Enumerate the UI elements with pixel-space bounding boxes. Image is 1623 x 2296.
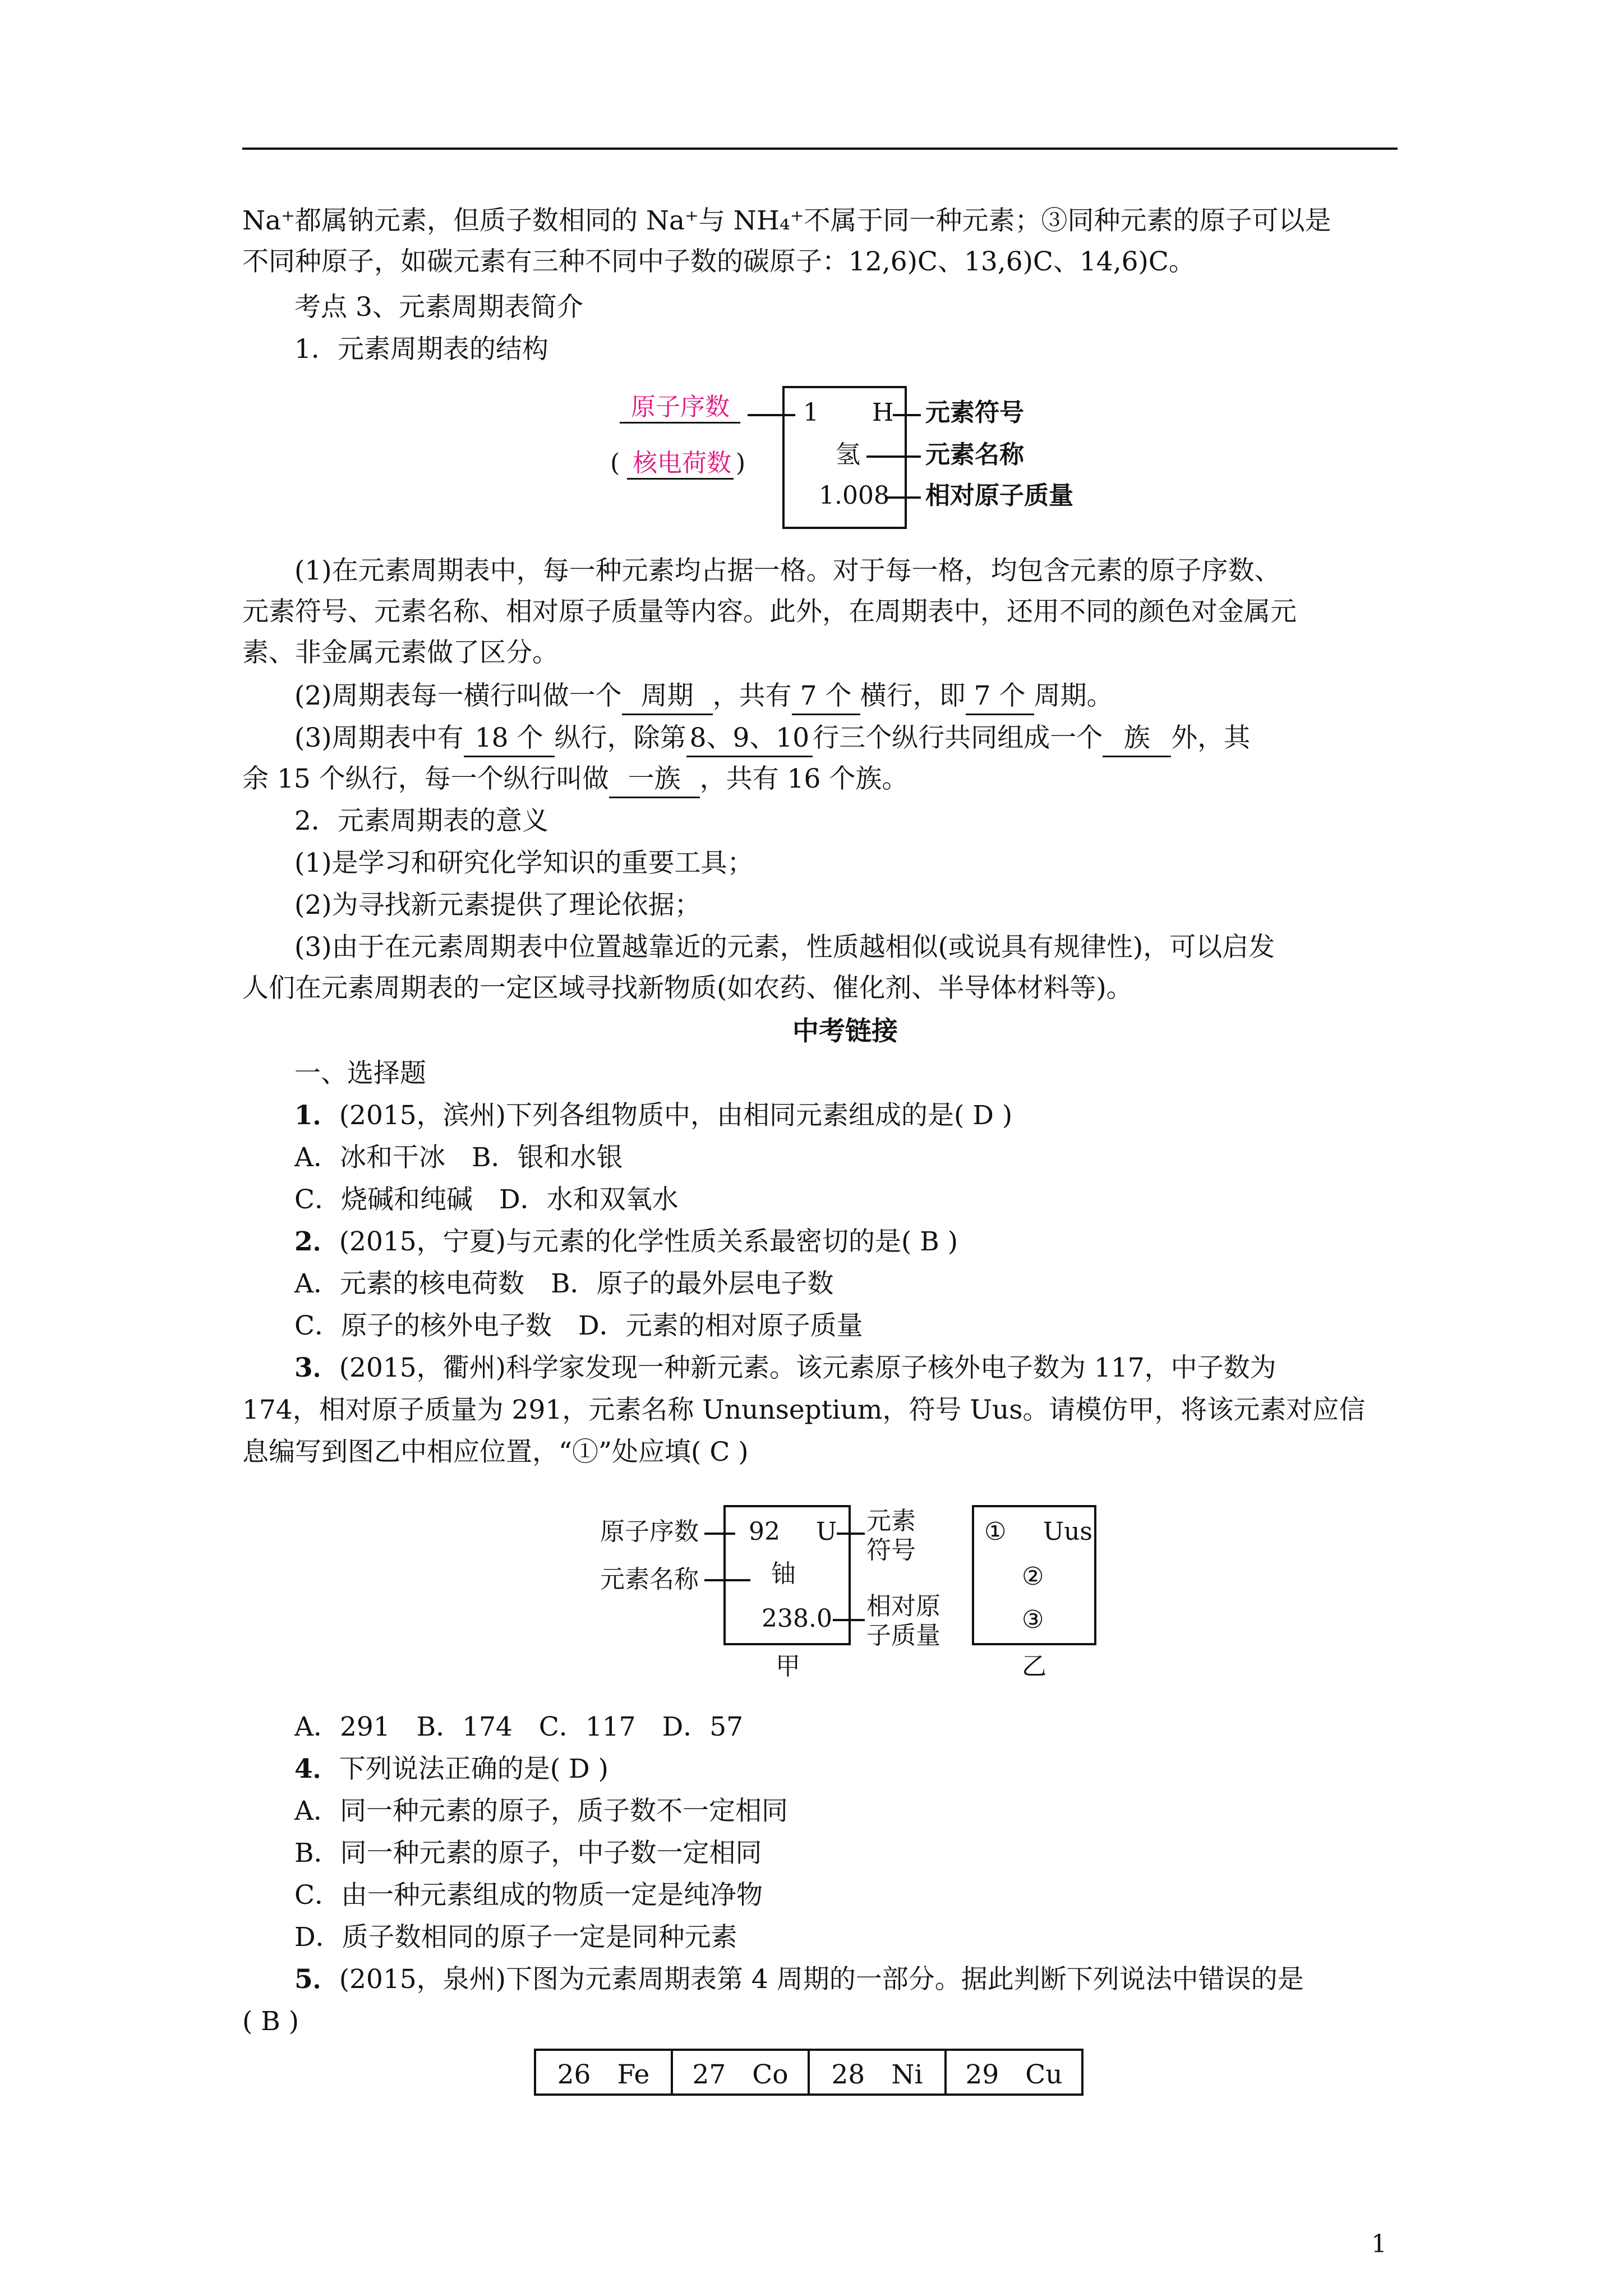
- text: (3)周期表中有: [294, 723, 464, 753]
- question-text: (2015，衢州)科学家发现一种新元素。该元素原子核外电子数为 117，中子数为: [339, 1352, 1276, 1383]
- question-5-answer: ( B ): [242, 2006, 299, 2037]
- leader-line: [748, 414, 795, 416]
- text: 纵行，除第: [554, 723, 686, 753]
- q4-option-b: B．同一种元素的原子，中子数一定相同: [294, 1838, 762, 1869]
- leader-line: [837, 1533, 865, 1535]
- text: 周期。: [1034, 680, 1113, 711]
- question-4: [294, 1752, 608, 1787]
- meaning-3-line-2: 人们在元素周期表的一定区域寻找新物质(如农药、催化剂、半导体材料等)。: [242, 973, 1133, 1004]
- cell-yi-circle-1: ①: [984, 1517, 1007, 1546]
- q2-options-1: A．元素的核电荷数 B．原子的最外层电子数: [294, 1268, 834, 1299]
- label-underline: [620, 422, 740, 424]
- text: 行三个纵行共同组成一个: [813, 723, 1103, 753]
- leader-line: [893, 414, 921, 416]
- q4-option-a: A．同一种元素的原子，质子数不一定相同: [294, 1796, 788, 1826]
- label-element-name: 元素名称: [600, 1565, 699, 1594]
- cell-yi-circle-3: ③: [1022, 1605, 1044, 1634]
- cell-yi-symbol: Uus: [1043, 1517, 1092, 1546]
- label-mass-2: 子质量: [866, 1621, 940, 1650]
- text: ，共有 16 个族。: [699, 763, 909, 794]
- table-cell: 26 Fe: [535, 2050, 672, 2095]
- q2-options-2: C．原子的核外电子数 D．元素的相对原子质量: [294, 1310, 863, 1341]
- leader-line: [885, 496, 921, 499]
- cell-name: 铀: [771, 1559, 796, 1588]
- question-3-line-1: [294, 1351, 1276, 1386]
- table-row: [535, 2050, 1082, 2095]
- cell-mass: 238.0: [762, 1604, 832, 1633]
- question-number: 5．: [294, 1964, 339, 1995]
- label-name: 元素名称: [925, 440, 1024, 469]
- question-text: (2015，宁夏)与元素的化学性质关系最密切的是( B ): [339, 1226, 958, 1257]
- cell-atomic-number: 92: [749, 1517, 780, 1546]
- para-2: [294, 679, 1113, 715]
- question-number: 2．: [294, 1226, 339, 1257]
- question-2: [294, 1225, 958, 1259]
- q3-options: A．291 B．174 C．117 D．57: [294, 1711, 744, 1742]
- leader-line: [833, 1619, 865, 1621]
- paren-open: (: [610, 449, 620, 477]
- intro-line-1: Na⁺都属钠元素，但质子数相同的 Na⁺与 NH₄⁺不属于同一种元素；③同种元素的原子可以是: [242, 205, 1331, 236]
- section-3-title: 考点 3、元素周期表简介: [294, 292, 583, 323]
- text: (2)周期表每一横行叫做一个: [294, 680, 622, 711]
- caption-jia: 甲: [776, 1652, 800, 1681]
- subheading-structure: 1．元素周期表的结构: [294, 334, 548, 365]
- answer-blank: 7 个: [792, 679, 860, 715]
- leader-line: [704, 1579, 750, 1581]
- header-rule: [242, 148, 1398, 150]
- q4-option-d: D．质子数相同的原子一定是同种元素: [294, 1922, 737, 1953]
- text: 横行，即: [860, 680, 966, 711]
- table-cell: 29 Cu: [946, 2050, 1082, 2095]
- question-3-line-3: 息编写到图乙中相应位置，“①”处应填( C ): [242, 1437, 749, 1467]
- answer-blank: 族: [1103, 721, 1171, 757]
- cell-name: 氢: [836, 440, 860, 469]
- text: 外，其: [1171, 723, 1251, 753]
- answer-blank: 周期: [622, 679, 713, 715]
- q1-options-2: C．烧碱和纯碱 D．水和双氧水: [294, 1184, 679, 1215]
- table-cell: 28 Ni: [809, 2050, 946, 2095]
- q4-option-c: C．由一种元素组成的物质一定是纯净物: [294, 1880, 763, 1911]
- para-1-line-3: 素、非金属元素做了区分。: [242, 637, 559, 668]
- text: 余 15 个纵行，每一个纵行叫做: [242, 763, 609, 794]
- question-number: 1．: [294, 1100, 339, 1131]
- section-title-link: 中考链接: [792, 1016, 898, 1047]
- answer-blank: 7 个: [966, 679, 1034, 715]
- label-symbol-1: 元素: [866, 1507, 916, 1535]
- answer-blank: 8、9、10: [686, 721, 813, 757]
- label-underline: [627, 478, 734, 480]
- cell-symbol: U: [816, 1517, 837, 1546]
- question-text: 下列说法正确的是( D ): [339, 1754, 608, 1784]
- label-symbol: 元素符号: [925, 398, 1024, 427]
- meaning-2: (2)为寻找新元素提供了理论依据；: [294, 890, 701, 921]
- q1-options-1: A．冰和干冰 B．银和水银: [294, 1142, 623, 1173]
- label-atomic-number: 原子序数: [600, 1517, 699, 1546]
- para-1-line-2: 元素符号、元素名称、相对原子质量等内容。此外，在周期表中，还用不同的颜色对金属元: [242, 596, 1297, 627]
- leader-line: [866, 455, 921, 458]
- label-nuclear-charge: 核电荷数: [633, 449, 731, 477]
- cell-mass: 1.008: [819, 481, 889, 510]
- para-3-line-2: [242, 762, 908, 798]
- meaning-1: (1)是学习和研究化学知识的重要工具；: [294, 848, 754, 878]
- question-text: (2015，滨州)下列各组物质中，由相同元素组成的是( D ): [339, 1100, 1013, 1131]
- intro-line-2: 不同种原子，如碳元素有三种不同中子数的碳原子：12,6)C、13,6)C、14,6)C。: [242, 246, 1195, 277]
- question-text: (2015，泉州)下图为元素周期表第 4 周期的一部分。据此判断下列说法中错误的是: [339, 1964, 1304, 1995]
- label-atomic-number: 原子序数: [631, 393, 730, 421]
- label-symbol-2: 符号: [866, 1536, 916, 1565]
- para-1-line-1: (1)在元素周期表中，每一种元素均占据一格。对于每一格，均包含元素的原子序数、: [294, 555, 1281, 586]
- question-number: 3．: [294, 1352, 339, 1383]
- para-3-line-1: [294, 721, 1250, 757]
- question-1: [294, 1098, 1012, 1133]
- answer-blank: 18 个: [464, 721, 555, 757]
- period-4-table: [534, 2049, 1083, 2096]
- cell-atomic-number: 1: [803, 398, 819, 427]
- cell-symbol: H: [872, 398, 894, 427]
- label-mass: 相对原子质量: [925, 481, 1073, 510]
- caption-yi: 乙: [1022, 1652, 1046, 1681]
- page-number: 1: [1371, 2230, 1387, 2258]
- answer-blank: 一族: [609, 762, 700, 798]
- question-3-line-2: 174，相对原子质量为 291，元素名称 Ununseptium，符号 Uus。请模仿甲，将该元素对应信: [242, 1395, 1366, 1425]
- text: ，共有: [712, 680, 792, 711]
- leader-line: [704, 1533, 735, 1535]
- paren-close: ): [736, 449, 746, 477]
- question-number: 4．: [294, 1754, 339, 1784]
- meaning-3-line-1: (3)由于在元素周期表中位置越靠近的元素，性质越相似(或说具有规律性)，可以启发: [294, 932, 1275, 963]
- question-5: [294, 1962, 1304, 1997]
- cell-yi-circle-2: ②: [1022, 1562, 1044, 1591]
- label-mass-1: 相对原: [866, 1592, 940, 1621]
- table-cell: 27 Co: [672, 2050, 809, 2095]
- part-heading: 一、选择题: [294, 1058, 426, 1089]
- subheading-meaning: 2．元素周期表的意义: [294, 806, 548, 836]
